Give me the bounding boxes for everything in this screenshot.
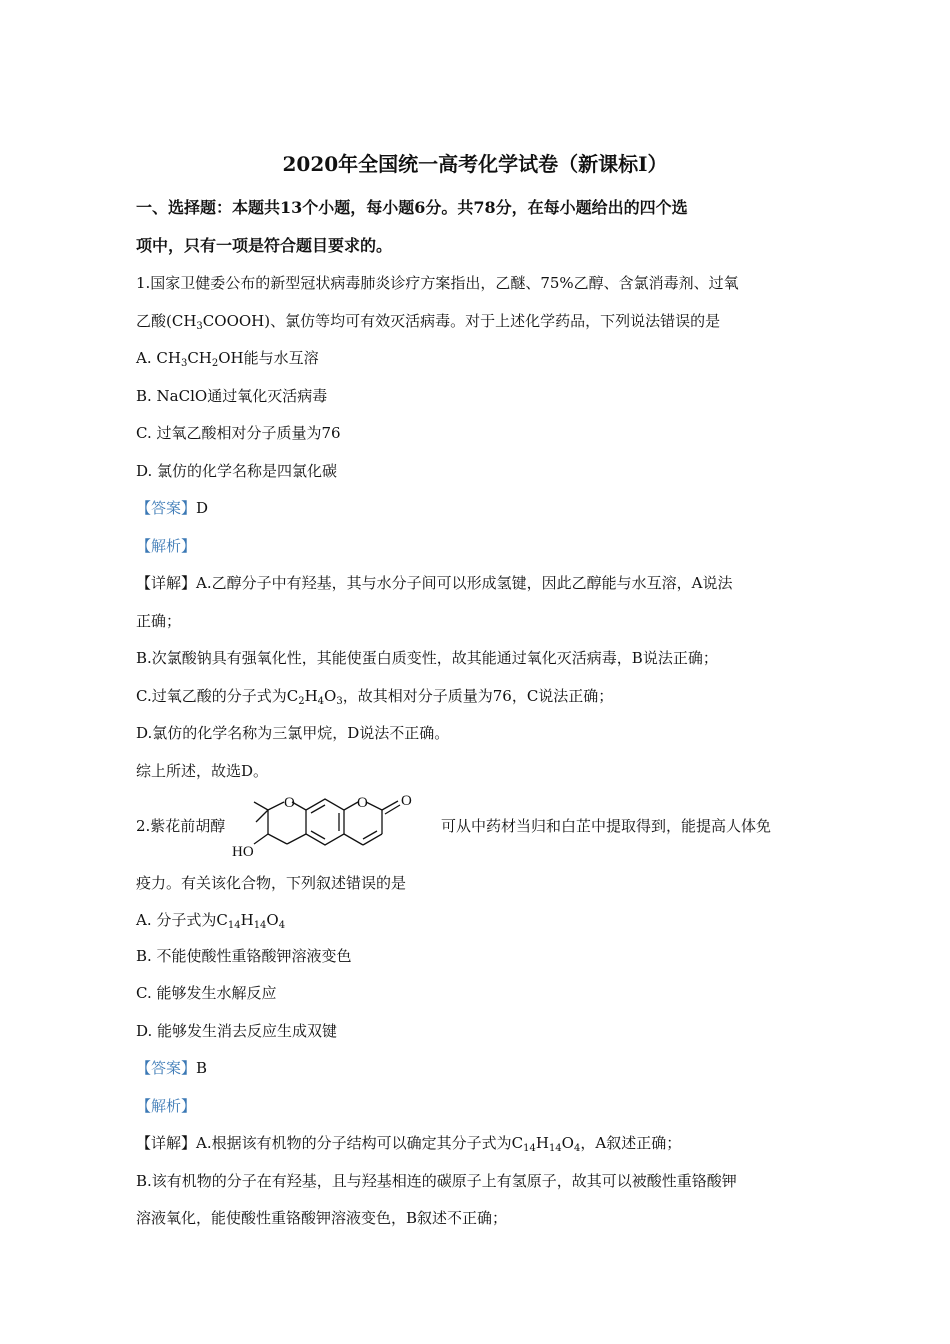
q1-detail-b: B.次氯酸钠具有强氧化性，其能使蛋白质变性，故其能通过氧化灭活病毒，B说法正确；: [136, 649, 718, 667]
bond-ch-ch: [363, 834, 382, 845]
oxygen-label-2: O: [357, 795, 368, 811]
oxygen-label-3: O: [401, 793, 412, 809]
section-heading-line1: 一、选择题：本题共13个小题，每小题6分。共78分，在每小题给出的四个选: [136, 198, 688, 217]
bond-o2-co: [366, 802, 382, 810]
q1-stem-line2: 乙酸$(CH_3COOOH)$、氯仿等均可有效灭活病毒。对于上述化学药品，下列说法错误的是: [136, 312, 721, 332]
bond-c-ho: [254, 834, 268, 844]
q1-option-b: B. NaClO通过氧化灭活病毒: [136, 387, 328, 405]
q1-answer: 【答案】D: [136, 499, 209, 517]
bond-ch-ar: [344, 834, 363, 845]
q1-analysis-tag: 【解析】: [136, 537, 197, 555]
q2-detail-b-line1: B.该有机物的分子在有羟基，且与羟基相连的碳原子上有氢原子，故其可以被酸性重铬酸钾: [136, 1172, 737, 1190]
q2-detail-b-line2: 溶液氧化，能使酸性重铬酸钾溶液变色，B叙述不正确；: [136, 1209, 508, 1227]
q2-stem-line2: 疫力。有关该化合物，下列叙述错误的是: [136, 874, 407, 892]
molecule-structure: [232, 788, 442, 860]
bond-ar-o2: [344, 802, 358, 810]
q1-detail-c: C.过氧乙酸的分子式为$C_2H_4O_3$，故其相对分子质量为76，C说法正确；: [136, 687, 614, 707]
bond-c-o1: [268, 802, 284, 810]
page-title: 2020年全国统一高考化学试卷（新课标I）: [282, 152, 668, 176]
bond-ch2-ar: [287, 834, 306, 844]
methyl-bond-2: [256, 810, 268, 822]
q1-option-a: A. $CH_3CH_2OH$能与水互溶: [136, 349, 319, 369]
answer-tag: 【答案】: [136, 1059, 197, 1077]
methyl-bond-1: [254, 802, 268, 810]
q2-stem-suffix: 可从中药材当归和白芷中提取得到，能提高人体免: [441, 817, 772, 835]
q1-detail-a-line2: 正确；: [136, 612, 182, 630]
benzene-ring: [306, 799, 344, 845]
q1-stem-line1: 1.国家卫健委公布的新型冠状病毒肺炎诊疗方案指出，乙醚、75%乙醇、含氯消毒剂、过氧: [136, 274, 739, 292]
q2-detail-a: 【详解】A.根据该有机物的分子结构可以确定其分子式为$C_{14}H_{14}O_4$，A叙述正确；: [136, 1134, 682, 1154]
answer-tag: 【答案】: [136, 499, 197, 517]
q2-answer: 【答案】B: [136, 1059, 208, 1077]
q2-stem-prefix: 2.紫花前胡醇: [136, 817, 226, 835]
q1-summary: 综上所述，故选D。: [136, 762, 269, 780]
q1-detail-a-line1: 【详解】A.乙醇分子中有羟基，其与水分子间可以形成氢键，因此乙醇能与水互溶，A说法: [136, 574, 733, 592]
q2-option-b: B. 不能使酸性重铬酸钾溶液变色: [136, 947, 352, 965]
oxygen-label-1: O: [284, 795, 295, 811]
carbonyl-bond-1: [382, 801, 398, 810]
q2-analysis-tag: 【解析】: [136, 1097, 197, 1115]
q1-option-c: C. 过氧乙酸相对分子质量为76: [136, 424, 341, 442]
section-heading-line2: 项中，只有一项是符合题目要求的。: [136, 236, 393, 255]
q2-option-a: A. 分子式为$C_{14}H_{14}O_4$: [136, 911, 286, 931]
bond-ch2: [268, 834, 287, 844]
hydroxyl-label: HO: [232, 844, 254, 860]
q1-detail-d: D.氯仿的化学名称为三氯甲烷，D说法不正确。: [136, 724, 450, 742]
q1-option-d: D. 氯仿的化学名称是四氯化碳: [136, 462, 338, 480]
q2-option-d: D. 能够发生消去反应生成双键: [136, 1022, 338, 1040]
q2-option-c: C. 能够发生水解反应: [136, 984, 277, 1002]
